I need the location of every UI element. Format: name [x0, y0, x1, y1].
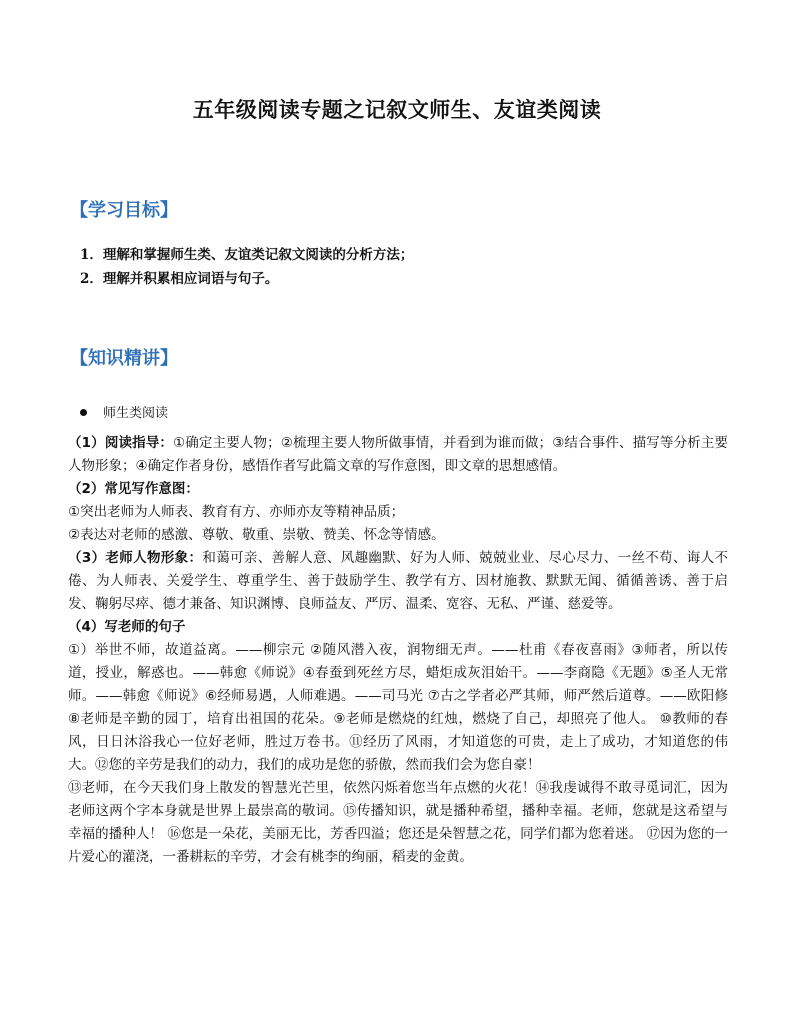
paragraph-label: （1）阅读指导： [68, 435, 174, 451]
paragraph-teacher-image [68, 547, 728, 616]
paragraph-writing-intent [68, 478, 728, 501]
content-body [68, 432, 728, 869]
paragraph-label: （4）写老师的句子 [68, 619, 186, 635]
paragraph-label: （3）老师人物形象： [68, 550, 203, 566]
document-title: 五年级阅读专题之记叙文师生、友谊类阅读 [192, 97, 602, 122]
goal-item-2: 2．理解并积累相应词语与句子。 [80, 271, 279, 287]
paragraph-text: ⑬老师，在今天我们身上散发的智慧光芒里，依然闪烁着您当年点燃的火花！⑭我虔诚得不敢寻觅词汇，因为老师这两个字本身就是世界上最崇高的敬词。⑮传播知识，就是播种希望，播种幸福。老师，您就是这希望与幸福的播种人！ ⑯您是一朵花，美丽无比，芳香四溢；您还是朵智慧之花，同学们都为您着迷。 ⑰因为您的一片爱心的灌浇，一番耕耘的辛劳，才会有桃李的绚丽，稻麦的金黄。 [68, 780, 728, 865]
bullet-dot-icon [80, 409, 87, 416]
paragraph-text: ②表达对老师的感激、尊敬、敬重、崇敬、赞美、怀念等情感。 [68, 527, 445, 543]
paragraph-text: ①）举世不师，故道益离。——柳宗元 ②随风潜入夜，润物细无声。——杜甫《春夜喜雨》③师者，所以传道，授业，解惑也。——韩愈《师说》④春蚕到死丝方尽，蜡炬成灰泪始干。——李商隐《无题》⑤圣人无常师。——韩愈《师说》⑥经师易遇，人师难遇。——司马光 ⑦古之学者必严其师，师严然后道尊。——欧阳修 ⑧老师是辛勤的园丁，培育出祖国的花朵。⑨老师是燃烧的红烛，燃烧了自己，却照亮了他人。 ⑩教师的春风，日日沐浴我心一位好老师，胜过万卷书。⑪经历了风雨，才知道您的可贵，走上了成功，才知道您的伟大。⑫您的辛劳是我们的动力，我们的成功是您的骄傲，然而我们会为您自豪！ [68, 642, 728, 773]
goals-heading: 【学习目标】 [70, 200, 178, 221]
paragraph-text: 和蔼可亲、善解人意、风趣幽默、好为人师、兢兢业业、尽心尽力、一丝不苟、诲人不倦、为人师表、关爱学生、尊重学生、善于鼓励学生、教学有方、因材施教、默默无闻、循循善诱、善于启发、鞠躬尽瘁、德才兼备、知识渊博、良师益友、严厉、温柔、宽容、无私、严谨、慈爱等。 [68, 550, 728, 612]
paragraph-reading-guide [68, 432, 728, 478]
knowledge-heading: 【知识精讲】 [70, 348, 178, 369]
paragraph-teacher-quotes [68, 616, 728, 639]
goal-item-1: 1．理解和掌握师生类、友谊类记叙文阅读的分析方法； [80, 247, 414, 263]
bullet-item [80, 402, 168, 421]
paragraph-text: ①确定主要人物；②梳理主要人物所做事情，并看到为谁而做；③结合事件、描写等分析主要人物形象；④确定作者身份，感悟作者写此篇文章的写作意图，即文章的思想感情。 [68, 435, 728, 474]
bullet-label: 师生类阅读 [103, 406, 169, 421]
paragraph-text: ①突出老师为人师表、教育有方、亦师亦友等精神品质； [68, 504, 405, 520]
paragraph-label: （2）常见写作意图： [68, 481, 199, 497]
